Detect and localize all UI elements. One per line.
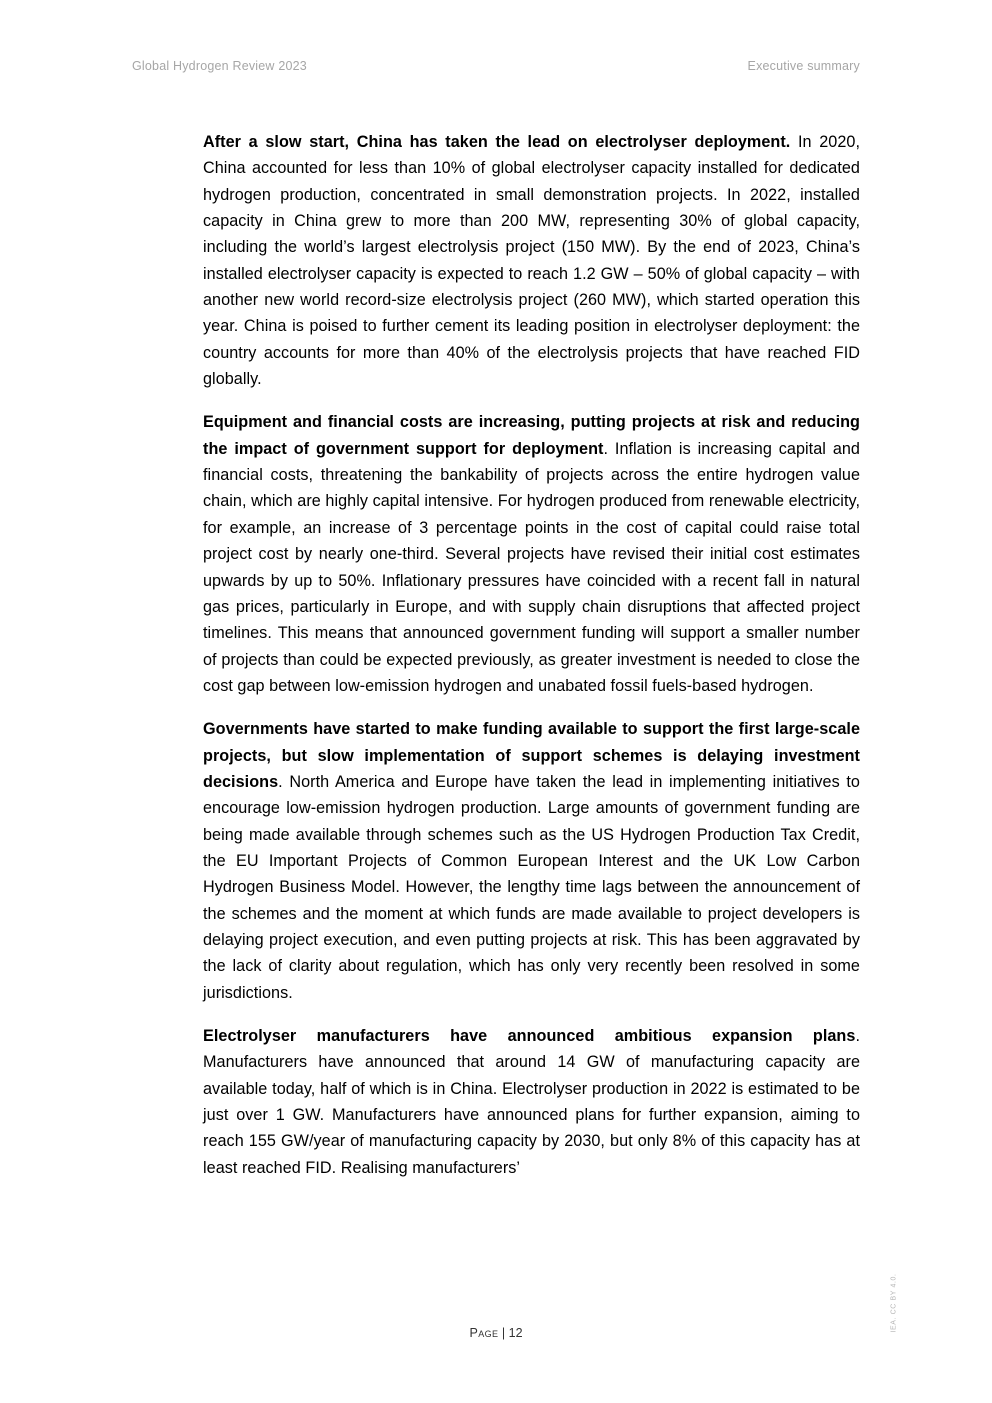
- page-footer: [0, 1326, 992, 1340]
- license-credit-text: IEA. CC BY 4.0.: [890, 1273, 898, 1333]
- section-title: Executive summary: [747, 59, 860, 73]
- paragraph-manufacturing-expansion: [203, 1023, 860, 1181]
- body-text: [203, 129, 860, 1198]
- paragraph-body: . Inflation is increasing capital and financial costs, threatening the bankability of projects across the entire hydrogen value chain, which are highly capital intensive. For hydrogen produced from renewable electricity, for example, an increase of 3 percentage points in the cost of capital could raise total project cost by nearly one-third. Several projects have revised their initial cost estimates upwards by up to 50%. Inflationary pressures have coincided with a recent fall in natural gas prices, particularly in Europe, and with supply chain disruptions that affected project timelines. This means that announced government funding will support a smaller number of projects than could be expected previously, as greater investment is needed to close the cost gap between low-emission hydrogen and unabated fossil fuels-based hydrogen.: [203, 439, 860, 695]
- paragraph-lead: Governments have started to make funding available to support the first large-scale projects, but slow implementation of support schemes is delaying investment decisions: [203, 720, 860, 791]
- paragraph-body: . North America and Europe have taken the lead in implementing initiatives to encourage low-emission hydrogen production. Large amounts of government funding are being made available through schemes such as the US Hydrogen Production Tax Credit, the EU Important Projects of Common European Interest and the UK Low Carbon Hydrogen Business Model. However, the lengthy time lags between the announcement of the schemes and the moment at which funds are made available to project developers is delaying project execution, and even putting projects at risk. This has been aggravated by the lack of clarity about regulation, which has only very recently been resolved in some jurisdictions.: [203, 772, 860, 1002]
- page-number: 12: [508, 1326, 523, 1340]
- paragraph-china-electrolyser: [203, 129, 860, 392]
- paragraph-rising-costs: [203, 409, 860, 699]
- report-title: Global Hydrogen Review 2023: [132, 59, 307, 73]
- paragraph-body: In 2020, China accounted for less than 10% of global electrolyser capacity installed for dedicated hydrogen production, concentrated in small demonstration projects. In 2022, installed capacity in China grew to more than 200 MW, representing 30% of global capacity, including the world’s largest electrolysis project (150 MW). By the end of 2023, China’s installed electrolyser capacity is expected to reach 1.2 GW – 50% of global capacity – with another new world record-size electrolysis project (260 MW), which started operation this year. China is poised to further cement its leading position in electrolyser deployment: the country accounts for more than 40% of the electrolysis projects that have reached FID globally.: [203, 133, 860, 389]
- running-header: [132, 59, 860, 75]
- paragraph-lead: After a slow start, China has taken the lead on electrolyser deployment.: [203, 133, 791, 151]
- paragraph-government-funding: [203, 716, 860, 1006]
- paragraph-lead: Equipment and financial costs are increasing, putting projects at risk and reducing the impact of government support for deployment: [203, 413, 860, 458]
- license-credit: [888, 1272, 900, 1334]
- page-label: Page: [469, 1326, 499, 1340]
- page-separator: |: [498, 1326, 509, 1340]
- paragraph-lead: Electrolyser manufacturers have announced ambitious expansion plans: [203, 1027, 856, 1045]
- paragraph-body: . Manufacturers have announced that around 14 GW of manufacturing capacity are available today, half of which is in China. Electrolyser production in 2022 is estimated to be just over 1 GW. Manufacturers have announced plans for further expansion, aiming to reach 155 GW/year of manufacturing capacity by 2030, but only 8% of this capacity has at least reached FID. Realising manufacturers’: [203, 1027, 860, 1177]
